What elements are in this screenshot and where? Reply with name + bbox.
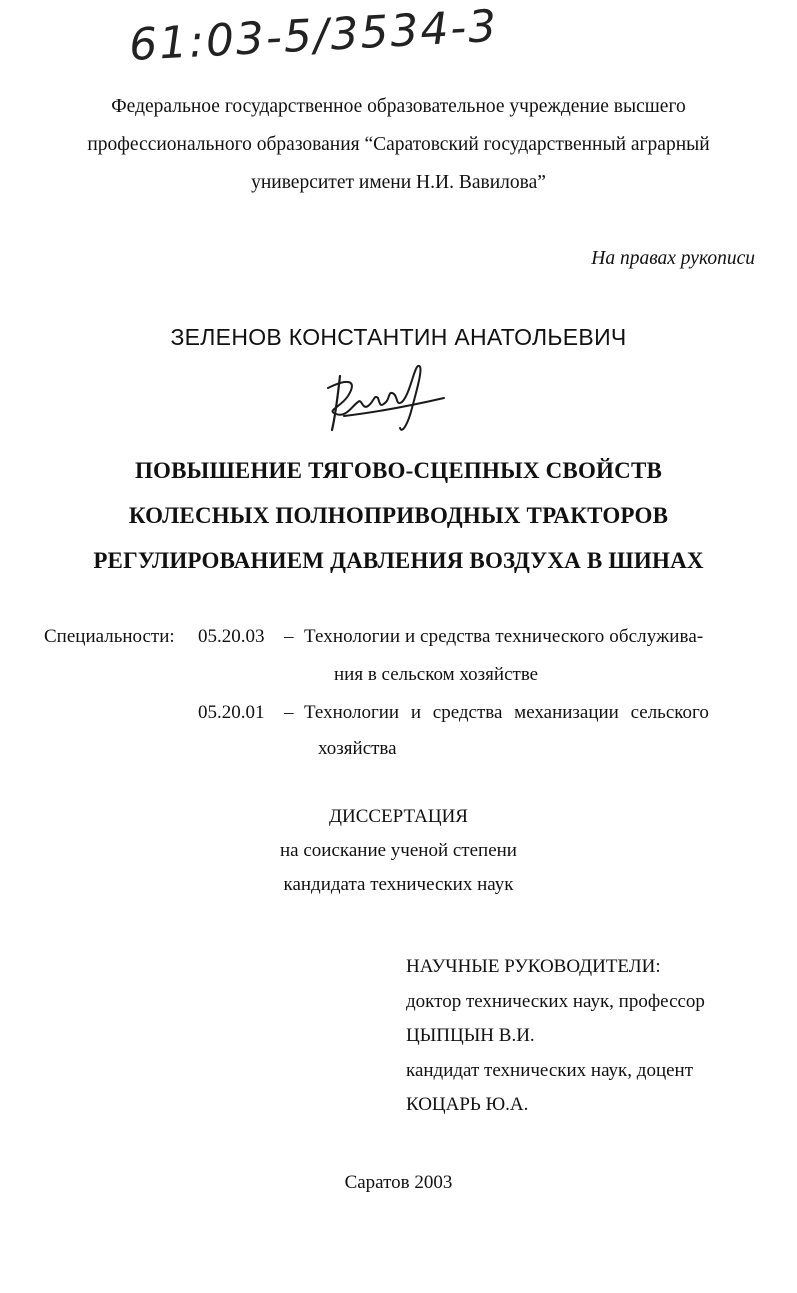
specialty-description: Технологии и средства технического обслужива-	[304, 626, 704, 647]
specialty-description-continued: ния в сельском хозяйстве	[334, 664, 539, 685]
specialty-dash: –	[284, 626, 294, 647]
supervisor-title: кандидат технических наук, доцент	[406, 1059, 694, 1081]
title-line: РЕГУЛИРОВАНИЕМ ДАВЛЕНИЯ ВОЗДУХА В ШИНАХ	[93, 548, 704, 573]
handwritten-code-text: 61:03-5/3534-3	[127, 0, 500, 71]
institution-line: профессионального образования “Саратовский государственный аграрный	[87, 134, 710, 155]
supervisors-heading: НАУЧНЫЕ РУКОВОДИТЕЛИ:	[406, 956, 661, 977]
signature-drawing	[318, 358, 448, 436]
specialty-description: Технологии и средства механизации сельского	[304, 702, 709, 723]
title-line: ПОВЫШЕНИЕ ТЯГОВО-СЦЕПНЫХ СВОЙСТВ	[134, 458, 663, 483]
specialties-label: Специальности:	[44, 626, 175, 647]
supervisor-title: доктор технических наук, профессор	[406, 990, 705, 1012]
specialty-code: 05.20.03	[198, 626, 265, 647]
author-name: ЗЕЛЕНОВ КОНСТАНТИН АНАТОЛЬЕВИЧ	[170, 324, 627, 350]
dissertation-block	[0, 800, 797, 902]
supervisors-block	[406, 950, 705, 1123]
dissertation-title	[0, 448, 797, 583]
degree-line: на соискание ученой степени	[280, 840, 517, 861]
degree-line: кандидата технических наук	[283, 874, 514, 895]
dissertation-heading: ДИССЕРТАЦИЯ	[329, 806, 468, 827]
specialty-dash: –	[284, 702, 294, 723]
specialty-description-continued: хозяйства	[318, 738, 397, 759]
title-line: КОЛЕСНЫХ ПОЛНОПРИВОДНЫХ ТРАКТОРОВ	[128, 503, 669, 528]
manuscript-rights-note: На правах рукописи	[591, 248, 755, 269]
handwritten-archive-code	[120, 0, 540, 80]
institution-block	[40, 88, 757, 202]
institution-line: университет имени Н.И. Вавилова”	[251, 172, 546, 193]
institution-line: Федеральное государственное образовательное учреждение высшего	[111, 96, 686, 117]
specialty-code: 05.20.01	[198, 702, 265, 723]
city-year: Саратов 2003	[344, 1172, 453, 1193]
handwritten-code-drawing	[120, 0, 540, 80]
supervisor-name: КОЦАРЬ Ю.А.	[406, 1094, 529, 1115]
author-signature	[318, 358, 448, 436]
supervisor-name: ЦЫПЦЫН В.И.	[406, 1025, 535, 1046]
